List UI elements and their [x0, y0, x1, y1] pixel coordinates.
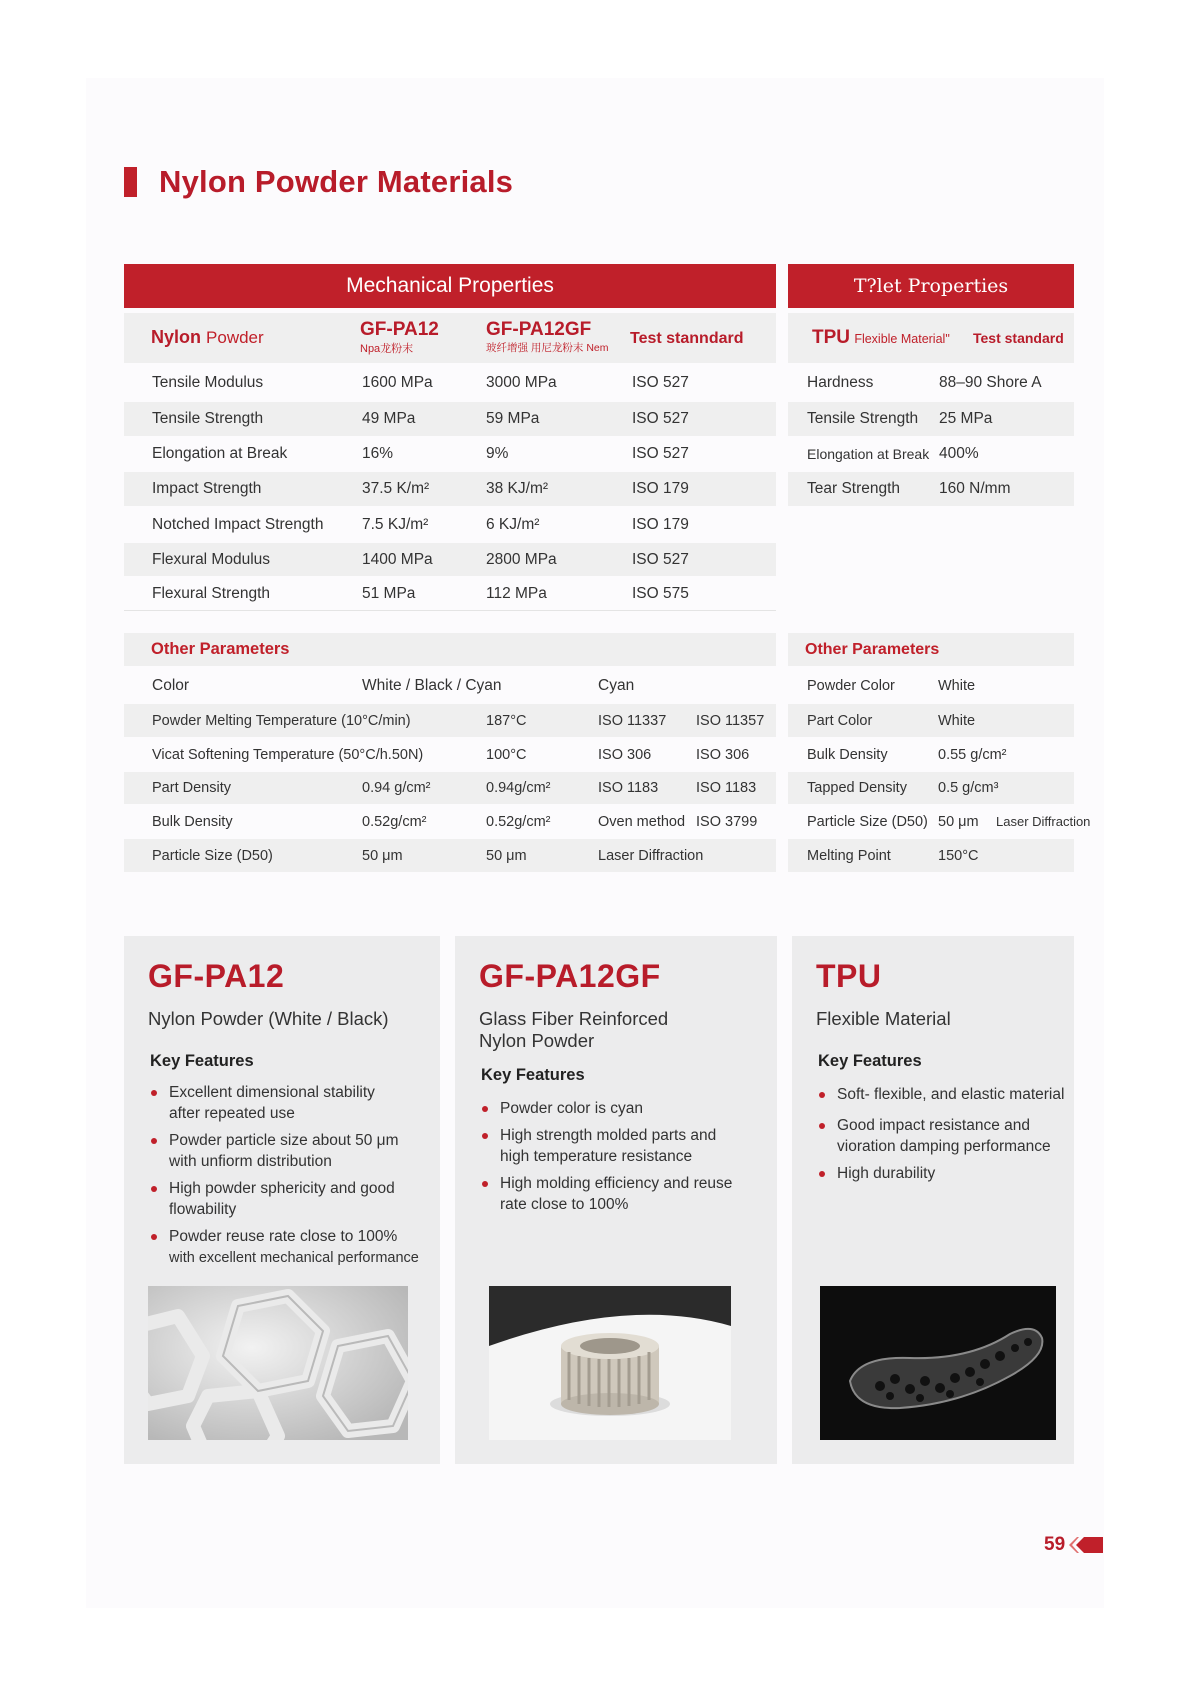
gf-pa12-value: 1400 MPa — [362, 550, 433, 568]
table-row — [124, 366, 776, 400]
list-item: Powder particle size about 50 μm with unfiorm distribution — [150, 1130, 440, 1172]
standard-a: Cyan — [598, 676, 635, 694]
product-name: GF-PA12 — [148, 958, 285, 994]
gf-pa12-value: 0.94 g/cm² — [362, 780, 431, 796]
feature-list — [818, 1084, 1083, 1190]
bullet-icon — [151, 1138, 157, 1144]
bullet-icon — [819, 1092, 825, 1098]
tpu-value: 25 MPa — [939, 410, 993, 427]
standard-b: ISO 11357 — [696, 712, 765, 729]
tpu-header-row — [788, 313, 1074, 363]
gf-pa12gf-value: 50 μm — [486, 847, 527, 864]
row-label: Elongation at Break — [152, 445, 288, 462]
insole-image — [820, 1286, 1056, 1440]
row-label: Notched Impact Strength — [152, 515, 324, 533]
table-row — [124, 738, 776, 771]
row-label: Bulk Density — [807, 746, 888, 763]
row-label: Flexural Modulus — [152, 550, 271, 568]
header-gf-pa12: GF-PA12 — [360, 319, 439, 340]
table-row — [124, 543, 776, 576]
standard-a: Oven method — [598, 813, 686, 830]
row-label: Tensile Strength — [807, 410, 919, 427]
gf-pa12-value: White / Black / Cyan — [362, 676, 502, 694]
test-standard-value: ISO 575 — [632, 584, 689, 602]
tpu-method: Laser Diffraction — [996, 814, 1091, 829]
tpu-value: 0.5 g/cm³ — [938, 780, 999, 796]
table-row — [124, 772, 776, 804]
row-label: Powder Color — [807, 677, 895, 694]
insole-part-photo — [820, 1286, 1056, 1440]
table-row — [788, 366, 1074, 400]
test-standard-value: ISO 527 — [632, 410, 689, 427]
key-features-heading: Key Features — [150, 1052, 254, 1070]
table-row — [124, 805, 776, 838]
gf-pa12-value: 16% — [362, 445, 394, 462]
tpu-value: 0.55 g/cm² — [938, 746, 1007, 763]
bullet-icon — [151, 1090, 157, 1096]
tpu-properties-label: T?let Properties — [853, 275, 1009, 297]
row-label: Color — [152, 676, 190, 694]
mechanical-properties-band — [124, 264, 776, 308]
bullet-icon — [819, 1123, 825, 1129]
row-label: Elongation at Break — [807, 446, 930, 462]
tpu-other-parameters-header — [788, 633, 1074, 666]
gf-pa12-value: 0.52g/cm² — [362, 813, 427, 830]
gf-pa12-value: 50 μm — [362, 847, 403, 864]
gf-pa12gf-value: 0.52g/cm² — [486, 813, 551, 830]
gf-pa12-value: 37.5 K/m² — [362, 480, 430, 497]
standard-b: ISO 1183 — [696, 780, 757, 796]
list-item: Soft- flexible, and elastic material — [818, 1084, 1083, 1105]
row-label: Melting Point — [807, 847, 891, 864]
row-label: Particle Size (D50) — [807, 813, 928, 830]
gf-pa12gf-value: 0.94g/cm² — [486, 780, 551, 796]
row-label: Tensile Strength — [152, 410, 264, 427]
row-label: Tensile Modulus — [152, 374, 264, 391]
tpu-value: 150°C — [938, 847, 979, 864]
list-item: Good impact resistance and vioration damping performance — [818, 1115, 1083, 1157]
feature-list — [481, 1098, 771, 1221]
list-item: Powder reuse rate close to 100% with excellent mechanical performance — [150, 1226, 440, 1269]
gf-pa12-value: 1600 MPa — [362, 374, 433, 391]
table-row — [124, 402, 776, 436]
table-row — [788, 805, 1091, 838]
mechanical-properties-label: Mechanical Properties — [346, 274, 554, 297]
product-description: Nylon Powder (White / Black) — [148, 1008, 389, 1029]
bullet-icon — [151, 1234, 157, 1240]
page-number — [1044, 1534, 1103, 1556]
bullet-icon — [151, 1186, 157, 1192]
standard-a: ISO 1183 — [598, 780, 659, 796]
header-nylon: Nylon — [151, 327, 202, 347]
lattice-part-photo — [148, 1286, 408, 1440]
tpu-value: White — [938, 712, 976, 729]
title-marker — [124, 167, 137, 197]
row-label: Vicat Softening Temperature (50°C/h.50N) — [152, 746, 424, 763]
row-label: Powder Melting Temperature (10°C/min) — [152, 712, 411, 729]
page-number-text: 59 — [1044, 1534, 1066, 1555]
mech-header-row — [124, 313, 776, 363]
table-row — [788, 839, 1074, 872]
gf-pa12-value: 49 MPa — [362, 410, 416, 427]
list-item: High molding efficiency and reuse rate close to 100% — [481, 1173, 771, 1215]
tpu-value: 160 N/mm — [939, 480, 1011, 497]
product-card-gf-pa12 — [124, 936, 440, 1464]
table-row — [788, 402, 1074, 436]
row-label: Flexural Strength — [152, 584, 271, 602]
tpu-value: 88–90 Shore A — [939, 374, 1042, 391]
test-standard-value: ISO 179 — [632, 515, 689, 533]
test-standard-value: ISO 527 — [632, 550, 689, 568]
list-item: High durability — [818, 1163, 1083, 1184]
product-description: Glass Fiber Reinforced Nylon Powder — [479, 1008, 669, 1051]
lattice-image — [148, 1286, 408, 1440]
header-gf-pa12gf: GF-PA12GF — [486, 319, 592, 340]
page-heading — [124, 164, 513, 200]
table-row — [124, 472, 776, 506]
page-title: Nylon Powder Materials — [159, 164, 514, 199]
header-test-standard: Test stanndard — [630, 330, 744, 347]
product-name: TPU — [816, 958, 882, 994]
list-item: Powder color is cyan — [481, 1098, 771, 1119]
table-row — [124, 839, 776, 872]
list-item: High powder sphericity and good flowability — [150, 1178, 440, 1220]
impeller-image — [489, 1286, 731, 1440]
row-label: Tear Strength — [807, 480, 901, 497]
standard-a: ISO 306 — [598, 746, 652, 763]
gf-pa12gf-value: 100°C — [486, 746, 527, 763]
row-label: Impact Strength — [152, 480, 262, 497]
table-row — [788, 472, 1074, 506]
table-row — [124, 577, 776, 611]
product-name: GF-PA12GF — [479, 958, 661, 994]
gf-pa12-value: 51 MPa — [362, 584, 416, 602]
other-parameters-title: Other Parameters — [151, 640, 290, 658]
bullet-icon — [819, 1171, 825, 1177]
gf-pa12gf-value: 6 KJ/m² — [486, 515, 540, 533]
table-row — [124, 437, 776, 471]
table-row — [124, 507, 776, 542]
row-label: Tapped Density — [807, 780, 907, 796]
gf-pa12gf-value: 9% — [486, 445, 509, 462]
header-gf-pa12gf-sub: 玻纤增强 用尼龙粉末 Nem — [486, 342, 609, 354]
table-row — [788, 772, 1074, 804]
row-label: Particle Size (D50) — [152, 847, 273, 864]
list-item: High strength molded parts and high temperature resistance — [481, 1125, 771, 1167]
table-row — [788, 437, 1074, 471]
table-row — [788, 738, 1074, 771]
other-parameters-header — [124, 633, 776, 666]
tpu-value: 400% — [939, 445, 979, 462]
product-card-gf-pa12gf — [455, 936, 777, 1464]
gf-pa12gf-value: 3000 MPa — [486, 374, 557, 391]
standard-b: ISO 3799 — [696, 813, 758, 830]
gf-pa12gf-value: 2800 MPa — [486, 550, 557, 568]
test-standard-value: ISO 527 — [632, 445, 689, 462]
product-description: Flexible Material — [816, 1008, 951, 1029]
gf-pa12gf-value: 187°C — [486, 712, 527, 729]
header-tpu: TPU — [812, 327, 850, 348]
test-standard-value: ISO 527 — [632, 374, 689, 391]
table-row — [124, 668, 776, 703]
impeller-part-photo — [489, 1286, 731, 1440]
tpu-properties-band — [788, 264, 1074, 308]
key-features-heading: Key Features — [818, 1052, 922, 1070]
bullet-icon — [482, 1106, 488, 1112]
header-gf-pa12-sub: Npa龙粉末 — [360, 343, 414, 355]
list-item: Excellent dimensional stability after repeated use — [150, 1082, 440, 1124]
header-powder: Powder — [206, 328, 264, 347]
standard-a: ISO 11337 — [598, 712, 667, 729]
bullet-icon — [482, 1181, 488, 1187]
gf-pa12gf-value: 38 KJ/m² — [486, 480, 549, 497]
tpu-value: White — [938, 677, 976, 694]
bullet-icon — [482, 1133, 488, 1139]
feature-list — [150, 1082, 440, 1275]
header-tpu-flexible: Flexible Material" — [854, 332, 950, 346]
row-label: Hardness — [807, 374, 874, 391]
product-card-tpu — [792, 936, 1074, 1464]
header-tpu-test-standard: Test standard — [973, 330, 1064, 346]
gf-pa12gf-value: 112 MPa — [486, 584, 547, 602]
table-row — [788, 704, 1074, 737]
table-row — [124, 704, 776, 737]
gf-pa12-value: 7.5 KJ/m² — [362, 515, 429, 533]
tpu-other-parameters-title: Other Parameters — [805, 640, 940, 658]
table-row — [788, 668, 1074, 703]
key-features-heading: Key Features — [481, 1066, 585, 1084]
test-standard-value: ISO 179 — [632, 480, 689, 497]
row-label: Part Density — [152, 780, 231, 796]
row-label: Bulk Density — [152, 813, 233, 830]
gf-pa12gf-value: 59 MPa — [486, 410, 540, 427]
row-label: Part Color — [807, 712, 873, 729]
tpu-value: 50 μm — [938, 813, 979, 830]
standard-b: ISO 306 — [696, 746, 750, 763]
double-chevron-left-icon — [1069, 1537, 1103, 1553]
standard-a: Laser Diffraction — [598, 847, 704, 864]
